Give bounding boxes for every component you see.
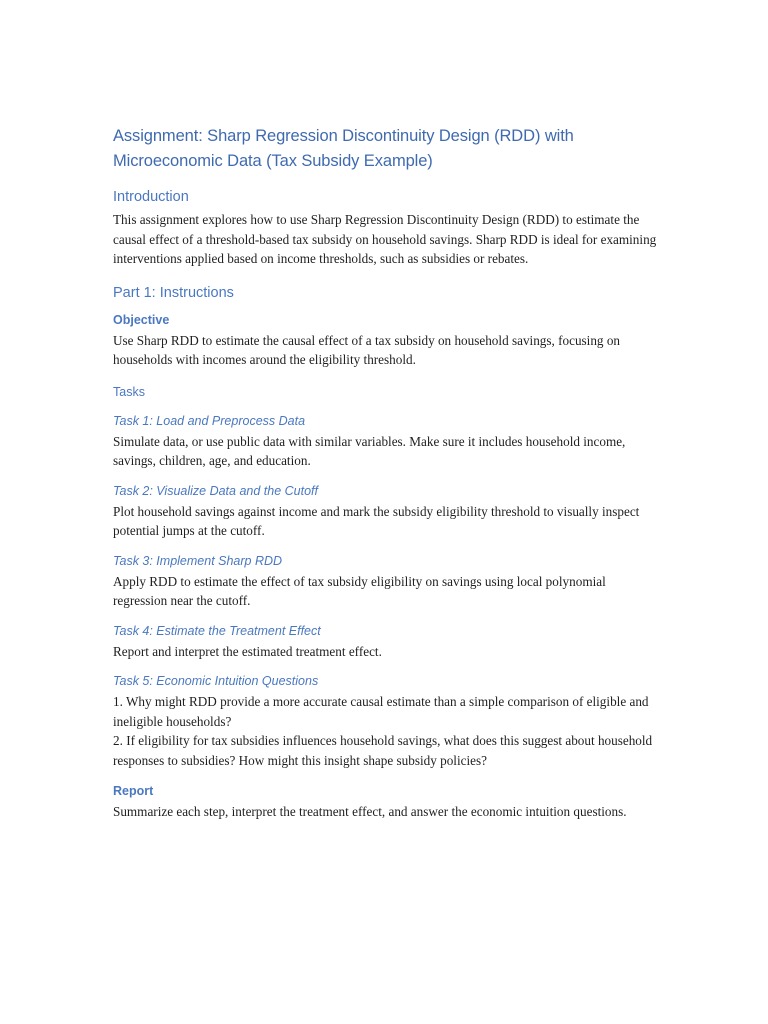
task1-heading: Task 1: Load and Preprocess Data (113, 413, 306, 428)
tasks-heading: Tasks (113, 384, 145, 399)
task5-question-1: 1. Why might RDD provide a more accurate causal estimate than a simple comparison of eligible and ineligible households? (113, 694, 649, 729)
task2-heading: Task 2: Visualize Data and the Cutoff (113, 483, 318, 498)
objective-body: Use Sharp RDD to estimate the causal effect of a tax subsidy on household savings, focusing on households with incomes around the eligibility threshold. (113, 332, 621, 367)
task1-body: Simulate data, or use public data with similar variables. Make sure it includes household income, savings, children, age, and education. (113, 433, 626, 468)
part1-heading: Part 1: Instructions (113, 284, 234, 301)
document-page (113, 124, 661, 822)
document-title: Assignment: Sharp Regression Discontinuity Design (RDD) with Microeconomic Data (Tax Subsidy Example) (113, 127, 574, 170)
report-body: Summarize each step, interpret the treatment effect, and answer the economic intuition questions. (113, 804, 627, 819)
task5-question-2: 2. If eligibility for tax subsidies influences household savings, what does this suggest about household responses to subsidies? How might this insight shape subsidy policies? (113, 733, 653, 768)
report-heading: Report (113, 784, 154, 798)
task2-body: Plot household savings against income and mark the subsidy eligibility threshold to visually inspect potential jumps at the cutoff. (113, 503, 640, 538)
task3-heading: Task 3: Implement Sharp RDD (113, 553, 283, 568)
introduction-body: This assignment explores how to use Sharp Regression Discontinuity Design (RDD) to estimate the causal effect of a threshold-based tax subsidy on household savings. Sharp RDD is ideal for examining interventions applied based on income thresholds, such as subsidies or rebates. (113, 212, 657, 266)
task4-body: Report and interpret the estimated treatment effect. (113, 643, 382, 659)
task5-heading: Task 5: Economic Intuition Questions (113, 674, 319, 688)
objective-heading: Objective (113, 312, 170, 327)
introduction-heading: Introduction (113, 189, 189, 205)
task4-heading: Task 4: Estimate the Treatment Effect (113, 623, 321, 638)
task3-body: Apply RDD to estimate the effect of tax subsidy eligibility on savings using local polynomial regression near the cutoff. (113, 573, 606, 608)
